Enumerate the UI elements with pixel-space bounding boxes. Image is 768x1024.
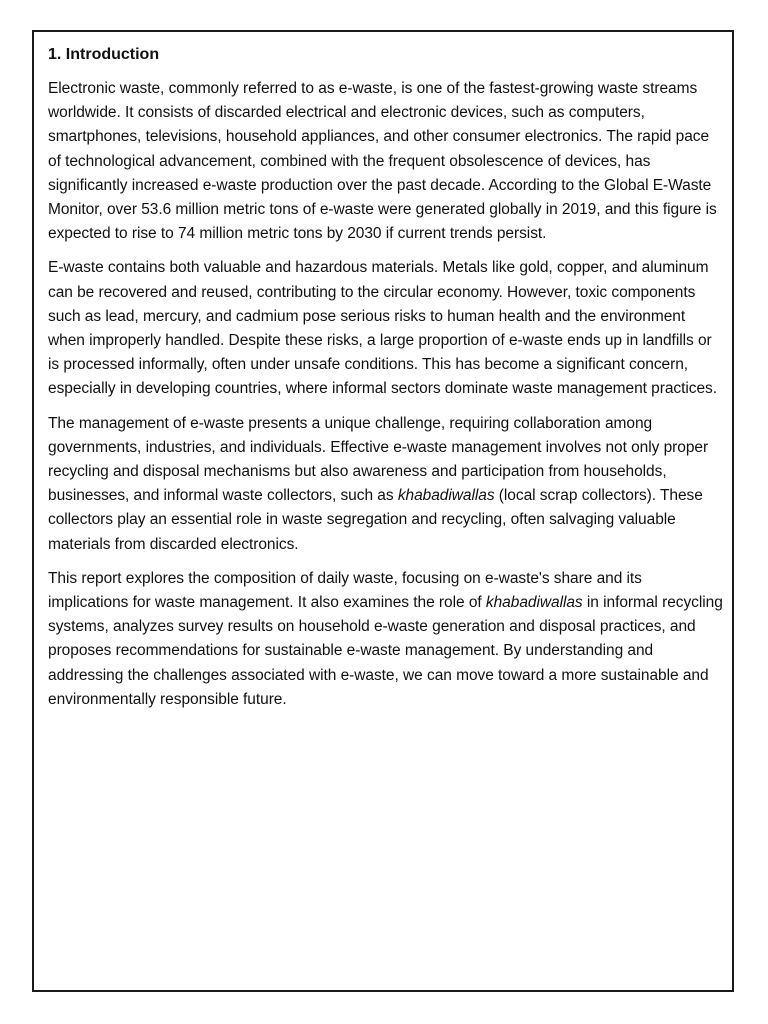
paragraph-3-text-after: (local scrap collectors). These collectors play an essential role in waste segregation and recycling, often salvaging valuable materials from discarded electronics. (48, 487, 703, 553)
paragraph-3-term: khabadiwallas (397, 487, 495, 505)
paragraph-1: Electronic waste, commonly referred to as e-waste, is one of the fastest-growing waste streams worldwide. It consists of discarded electrical and electronic devices, such as computers, smartphones, televisions, household appliances, and other consumer electronics. The rapid pace of technological advancement, combined with the frequent obsolescence of devices, has significantly increased e-waste production over the past decade. According to the Global E-Waste Monitor, over 53.6 million metric tons of e-waste were generated globally in 2019, and this figure is expected to rise to 74 million metric tons by 2030 if current trends persist. (48, 80, 717, 243)
section-heading: 1. Introduction (48, 46, 160, 63)
paragraph-4-term: khabadiwallas (485, 594, 583, 612)
paragraph-4-text-before: This report explores the composition of daily waste, focusing on e-waste's share and its implications for waste management. It also examines the role of (48, 569, 642, 612)
document-body (48, 45, 724, 722)
paragraph-3-text-before: The management of e-waste presents a unique challenge, requiring collaboration among governments, industries, and individuals. Effective e-waste management involves not only proper recycling and disposal mechanisms but also awareness and participation from households, businesses, and informal waste collectors, such as (48, 414, 709, 505)
paragraph-3 (48, 412, 724, 557)
page-frame (32, 30, 734, 992)
paragraph-4-text-after: in informal recycling systems, analyzes survey results on household e-waste generation and disposal practices, and proposes recommendations for sustainable e-waste management. By understanding and addressing the challenges associated with e-waste, we can move toward a more sustainable and environmentally responsible future. (48, 594, 723, 708)
paragraph-4 (48, 567, 724, 712)
paragraph-2: E-waste contains both valuable and hazardous materials. Metals like gold, copper, and aluminum can be recovered and reused, contributing to the circular economy. However, toxic components such as lead, mercury, and cadmium pose serious risks to human health and the environment when improperly handled. Despite these risks, a large proportion of e-waste ends up in landfills or is processed informally, often under unsafe conditions. This has become a significant concern, especially in developing countries, where informal sectors dominate waste management practices. (48, 259, 717, 398)
